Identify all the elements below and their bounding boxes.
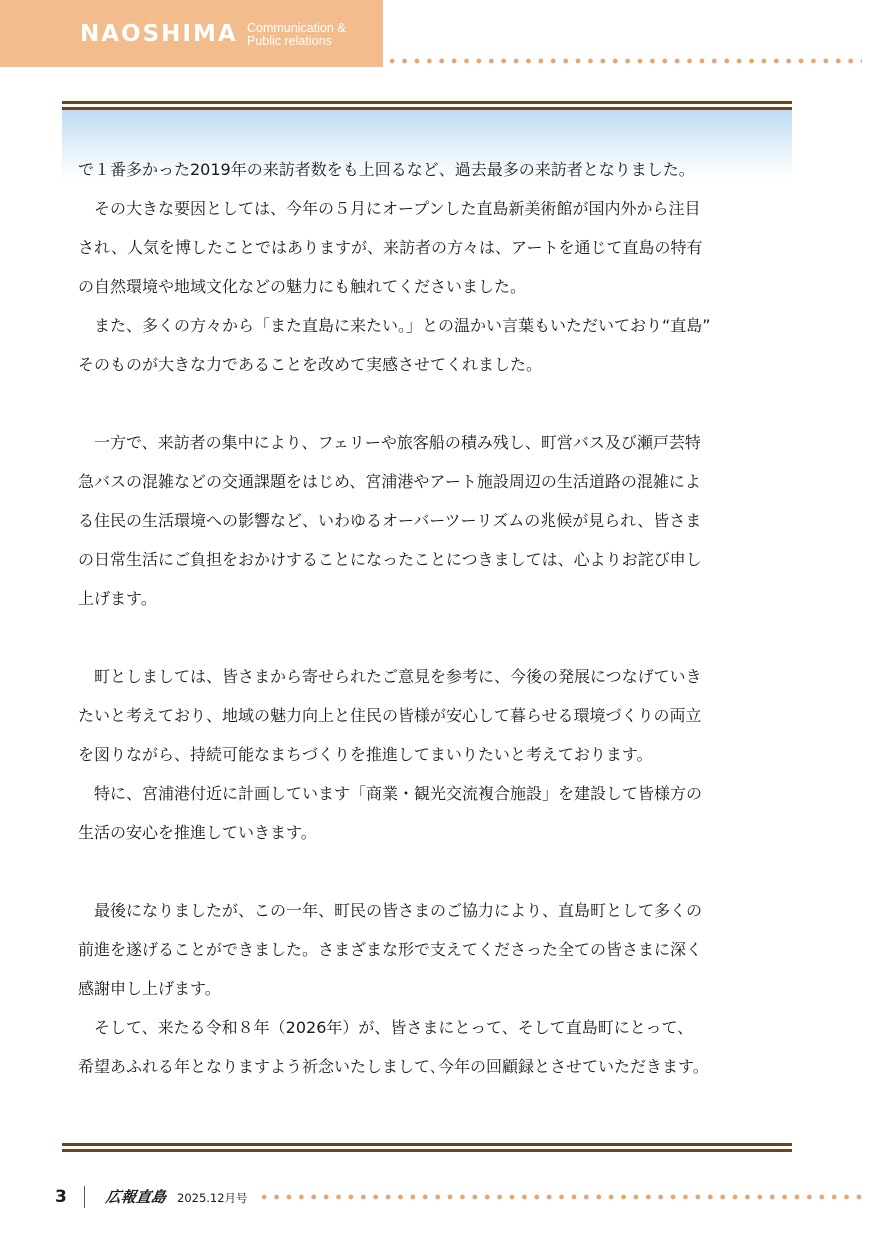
text-line: 感謝申し上げます。 [78,979,221,998]
text-line: を図りながら、持続可能なまちづくりを推進してまいりたいと考えております。 [78,745,653,764]
text-line: 希望あふれる年となりますよう祈念いたしまして､今年の回顧録とさせていただきます。 [78,1057,709,1076]
paragraph-block [78,891,780,1086]
paragraph-block [78,657,780,852]
brand-subtitle-line2: Public relations [247,34,332,48]
text-line: る住民の生活環境への影響など、いわゆるオーバーツーリズムの兆候が見られ、皆さま [78,511,702,530]
text-line: の自然環境や地域文化などの魅力にも触れてくださいました。 [78,277,527,296]
bottom-dotted-line [258,1194,862,1200]
paragraph-block [78,150,780,384]
brand-subtitle-line1: Communication & [247,21,346,35]
issue-label: 2025.12月号 [177,1191,248,1205]
text-line: 一方で、来訪者の集中により、フェリーや旅客船の積み残し、町営バス及び瀬戸芸特 [78,433,701,452]
bottom-double-rule [62,1143,792,1152]
footer-divider [84,1186,85,1208]
brand-subtitle [247,22,346,48]
paragraph-gap [78,852,780,891]
article-body [78,150,780,1086]
paragraph-gap [78,618,780,657]
text-line: で１番多かった2019年の来訪者数をも上回るなど、過去最多の来訪者となりました。 [78,160,695,179]
text-line: また、多くの方々から「また直島に来たい。」との温かい言葉もいただいており“直島” [78,316,711,335]
paragraph-gap [78,384,780,423]
publication-logo: 広報直島 [104,1188,168,1206]
text-line: 特に、宮浦港付近に計画しています「商業・観光交流複合施設」を建設して皆様方の [78,784,703,803]
text-line: そして、来たる令和８年（2026年）が、皆さまにとって、そして直島町にとって、 [78,1018,694,1037]
text-line: その大きな要因としては、今年の５月にオープンした直島新美術館が国内外から注目 [78,199,701,218]
text-line: 前進を遂げることができました。さまざまな形で支えてくださった全ての皆さまに深く [78,940,703,959]
top-dotted-line [386,58,862,64]
text-line: 町としましては、皆さまから寄せられたご意見を参考に、今後の発展につなげていき [78,667,702,686]
brand-title: NAOSHIMA [80,21,238,47]
text-line: 最後になりましたが、この一年、町民の皆さまのご協力により、直島町として多くの [78,901,703,920]
text-line: たいと考えており、地域の魅力向上と住民の皆様が安心して暮らせる環境づくりの両立 [78,706,702,725]
page-number: 3 [55,1187,67,1207]
paragraph-block [78,423,780,618]
text-line: 急バスの混雑などの交通課題をはじめ、宮浦港やアート施設周辺の生活道路の混雑によ [78,472,701,491]
text-line: 上げます。 [78,589,157,608]
text-line: そのものが大きな力であることを改めて実感させてくれました。 [78,355,543,374]
text-line: され、人気を博したことではありますが、来訪者の方々は、アートを通じて直島の特有 [78,238,703,257]
top-double-rule [62,101,792,110]
text-line: 生活の安心を推進していきます。 [78,823,317,842]
text-line: の日常生活にご負担をおかけすることになったことにつきましては、心よりお詫び申し [78,550,702,569]
